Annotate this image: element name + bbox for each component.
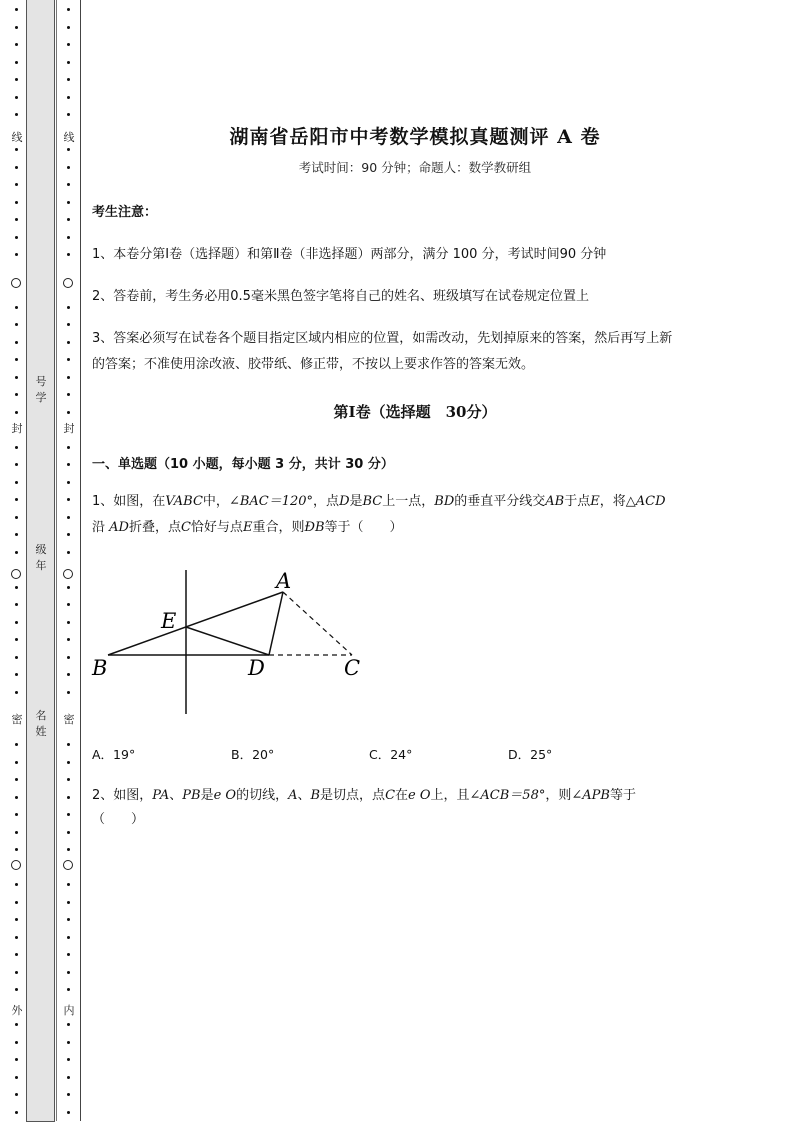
q1-option-b[interactable]: B．20° — [231, 747, 275, 762]
binding-dot — [15, 831, 18, 834]
binding-circle-icon — [11, 278, 21, 288]
q1-math: E — [590, 494, 600, 509]
binding-dot — [67, 1093, 70, 1096]
section-title: 第Ⅰ卷（选择题 30分） — [333, 403, 497, 421]
q1-math: D — [339, 494, 350, 509]
binding-dot — [15, 971, 18, 974]
binding-dot — [67, 901, 70, 904]
label-C: C — [344, 656, 361, 680]
binding-dot — [15, 761, 18, 764]
binding-dot — [67, 656, 70, 659]
binding-dot — [15, 516, 18, 519]
question-2-line-2: （ ） — [92, 812, 145, 827]
segment-AC-dashed — [283, 592, 352, 655]
notice-item-2: 2、答卷前，考生务必用0.5毫米黑色签字笔将自己的姓名、班级填写在试卷规定位置上 — [92, 289, 589, 304]
binding-dot — [15, 813, 18, 816]
q2-math: PA — [152, 788, 170, 803]
q1-text: 折叠，点 — [128, 520, 181, 535]
binding-dot — [67, 1111, 70, 1114]
binding-dot — [15, 8, 18, 11]
q2-text: 、 — [169, 788, 183, 803]
binding-dot — [67, 971, 70, 974]
q2-text: 等于 — [609, 788, 636, 803]
notice-item-3-line-1: 3、答案必须写在试卷各个题目指定区域内相应的位置，如需改动，先划掉原来的答案，然后再写上新 — [92, 331, 673, 346]
binding-dot — [67, 236, 70, 239]
q2-text: 是 — [200, 788, 214, 803]
binding-dot — [67, 883, 70, 886]
question-1-line-2 — [92, 518, 752, 538]
binding-dot — [67, 446, 70, 449]
q1-math: VABC — [165, 494, 203, 509]
binding-dot — [15, 113, 18, 116]
binding-dot — [67, 26, 70, 29]
binding-dot — [67, 673, 70, 676]
binding-dot — [15, 43, 18, 46]
binding-dot — [67, 481, 70, 484]
binding-dot — [15, 463, 18, 466]
binding-dot — [15, 1111, 18, 1114]
binding-dot — [67, 621, 70, 624]
binding-dot — [67, 761, 70, 764]
q1-option-d[interactable]: D．25° — [508, 747, 553, 762]
binding-dot — [15, 306, 18, 309]
binding-dot — [67, 936, 70, 939]
binding-dot — [67, 551, 70, 554]
binding-dot — [67, 1041, 70, 1044]
binding-dot — [15, 638, 18, 641]
strip-divider — [56, 0, 57, 1121]
binding-dot — [67, 201, 70, 204]
binding-dot — [15, 743, 18, 746]
q2-math: PB — [182, 788, 201, 803]
binding-dot — [15, 988, 18, 991]
binding-circle-icon — [11, 569, 21, 579]
binding-dot — [67, 918, 70, 921]
binding-dot — [15, 1076, 18, 1079]
segment-BA — [108, 592, 283, 655]
q2-math: ∠ACB＝58° — [469, 788, 546, 803]
q1-math: BD — [434, 494, 455, 509]
q2-text: 2、如图， — [92, 788, 153, 803]
q1-text: 是 — [349, 494, 363, 509]
grade-label: 级 年 — [35, 543, 47, 572]
binding-dot — [15, 341, 18, 344]
binding-dot — [15, 936, 18, 939]
binding-dot — [15, 253, 18, 256]
binding-dot — [15, 1093, 18, 1096]
binding-dot — [15, 673, 18, 676]
q1-text: 的垂直平分线交 — [454, 494, 546, 509]
binding-dot — [15, 1023, 18, 1026]
q1-text: ，点 — [313, 494, 340, 509]
notice-heading: 考生注意： — [92, 205, 158, 220]
binding-dot — [67, 603, 70, 606]
q2-text: 是切点，点 — [320, 788, 386, 803]
q1-text: 等于（ ） — [324, 520, 403, 535]
binding-dot — [15, 323, 18, 326]
q2-text: 上，且 — [430, 788, 470, 803]
label-B: B — [92, 656, 108, 680]
binding-dot — [15, 358, 18, 361]
q1-text: ，将△ — [599, 494, 636, 509]
binding-marker-char: 线 — [8, 132, 26, 144]
binding-dot — [67, 113, 70, 116]
binding-dot — [15, 883, 18, 886]
binding-dot — [67, 516, 70, 519]
binding-dot — [67, 253, 70, 256]
segment-AD — [269, 592, 283, 655]
binding-dot — [15, 796, 18, 799]
binding-dot — [67, 183, 70, 186]
q1-text: 恰好与点 — [190, 520, 243, 535]
binding-dot — [67, 306, 70, 309]
binding-dot — [67, 691, 70, 694]
triangle-figure — [88, 562, 378, 722]
binding-dot — [67, 43, 70, 46]
binding-dot — [67, 533, 70, 536]
binding-marker-char: 密 — [8, 714, 26, 726]
binding-dot — [15, 376, 18, 379]
binding-dot — [67, 358, 70, 361]
q2-math: B — [310, 788, 321, 803]
binding-dot — [15, 918, 18, 921]
q1-text: 上一点， — [382, 494, 435, 509]
binding-dot — [15, 61, 18, 64]
binding-dot — [67, 61, 70, 64]
binding-dot — [67, 778, 70, 781]
binding-dot — [15, 166, 18, 169]
label-A: A — [276, 569, 292, 593]
q1-option-a[interactable]: A．19° — [92, 747, 136, 762]
q1-math: BC — [362, 494, 383, 509]
binding-dot — [67, 1023, 70, 1026]
binding-dot — [15, 1058, 18, 1061]
q2-math: A — [288, 788, 298, 803]
binding-dot — [67, 8, 70, 11]
q1-text: 中， — [202, 494, 229, 509]
binding-dot — [15, 183, 18, 186]
binding-circle-icon — [63, 569, 73, 579]
binding-dot — [67, 831, 70, 834]
binding-marker-char: 外 — [8, 1005, 26, 1017]
q1-math: E — [242, 520, 253, 535]
binding-dot — [67, 1076, 70, 1079]
binding-margin — [0, 0, 82, 1123]
binding-dot — [67, 166, 70, 169]
binding-dot — [15, 411, 18, 414]
binding-marker-char: 密 — [60, 714, 78, 726]
binding-dot — [67, 988, 70, 991]
binding-dot — [15, 656, 18, 659]
notice-item-1: 1、本卷分第Ⅰ卷（选择题）和第Ⅱ卷（非选择题）两部分，满分 100 分，考试时间90 分钟 — [92, 247, 607, 262]
binding-dot — [67, 848, 70, 851]
binding-dot — [15, 953, 18, 956]
binding-dot — [67, 148, 70, 151]
binding-dot — [15, 78, 18, 81]
binding-dot — [67, 463, 70, 466]
question-2-line-1 — [92, 786, 752, 806]
binding-dot — [67, 393, 70, 396]
q1-option-c[interactable]: C．24° — [369, 747, 413, 762]
binding-dot — [15, 218, 18, 221]
outer-dotted-line — [8, 0, 26, 1123]
binding-dot — [15, 201, 18, 204]
binding-dot — [67, 796, 70, 799]
q2-math: ∠APB — [571, 788, 610, 803]
binding-dot — [67, 323, 70, 326]
q1-text: 1、如图，在 — [92, 494, 166, 509]
q2-math: e O — [213, 788, 237, 803]
q2-text: ，则 — [545, 788, 572, 803]
binding-dot — [67, 411, 70, 414]
segment-ED — [186, 627, 269, 655]
q1-text: 沿 — [92, 520, 110, 535]
exam-subtitle: 考试时间：90 分钟；命题人：数学教研组 — [298, 160, 532, 175]
q2-text: 在 — [395, 788, 409, 803]
q2-math: C — [385, 788, 396, 803]
binding-dot — [67, 638, 70, 641]
q2-text: 的切线， — [236, 788, 289, 803]
binding-dot — [67, 586, 70, 589]
binding-dot — [15, 498, 18, 501]
binding-dot — [15, 236, 18, 239]
binding-dot — [67, 1058, 70, 1061]
binding-marker-char: 封 — [8, 423, 26, 435]
margin-rule — [80, 0, 81, 1121]
binding-marker-char: 内 — [60, 1005, 78, 1017]
binding-dot — [15, 691, 18, 694]
label-D: D — [248, 656, 265, 680]
label-E: E — [161, 609, 177, 633]
binding-dot — [15, 481, 18, 484]
q1-math: AD — [109, 520, 129, 535]
q1-math: AB — [545, 494, 565, 509]
student-id-label: 号 学 — [35, 375, 47, 404]
binding-dot — [15, 1041, 18, 1044]
binding-dot — [15, 446, 18, 449]
q1-math: ACD — [635, 494, 666, 509]
binding-dot — [15, 148, 18, 151]
notice-item-3-line-2: 的答案；不准使用涂改液、胶带纸、修正带，不按以上要求作答的答案无效。 — [92, 357, 535, 372]
q1-text: 重合，则 — [252, 520, 305, 535]
q1-math: ÐB — [304, 520, 325, 535]
inner-dotted-line — [60, 0, 78, 1123]
binding-circle-icon — [11, 860, 21, 870]
binding-dot — [67, 743, 70, 746]
section-subheading: 一、单选题（10 小题，每小题 3 分，共计 30 分） — [92, 457, 394, 472]
binding-dot — [67, 341, 70, 344]
binding-dot — [15, 96, 18, 99]
binding-dot — [67, 376, 70, 379]
binding-dot — [15, 586, 18, 589]
name-label: 名 姓 — [35, 709, 47, 738]
q2-math: e O — [408, 788, 431, 803]
q1-math: ∠BAC＝120° — [228, 494, 314, 509]
question-1-line-1 — [92, 492, 752, 512]
binding-dot — [67, 498, 70, 501]
q1-math: C — [180, 520, 191, 535]
binding-marker-char: 封 — [60, 423, 78, 435]
binding-dot — [15, 848, 18, 851]
binding-dot — [15, 26, 18, 29]
binding-dot — [67, 218, 70, 221]
exam-title: 湖南省岳阳市中考数学模拟真题测评 A 卷 — [229, 126, 601, 148]
binding-dot — [15, 901, 18, 904]
binding-dot — [15, 393, 18, 396]
q1-text: 于点 — [564, 494, 591, 509]
binding-circle-icon — [63, 860, 73, 870]
binding-dot — [15, 603, 18, 606]
binding-circle-icon — [63, 278, 73, 288]
binding-dot — [67, 96, 70, 99]
binding-dot — [15, 533, 18, 536]
binding-dot — [15, 621, 18, 624]
binding-dot — [15, 551, 18, 554]
binding-marker-char: 线 — [60, 132, 78, 144]
binding-dot — [15, 778, 18, 781]
binding-dot — [67, 813, 70, 816]
binding-dot — [67, 78, 70, 81]
binding-dot — [67, 953, 70, 956]
q2-text: 、 — [297, 788, 311, 803]
